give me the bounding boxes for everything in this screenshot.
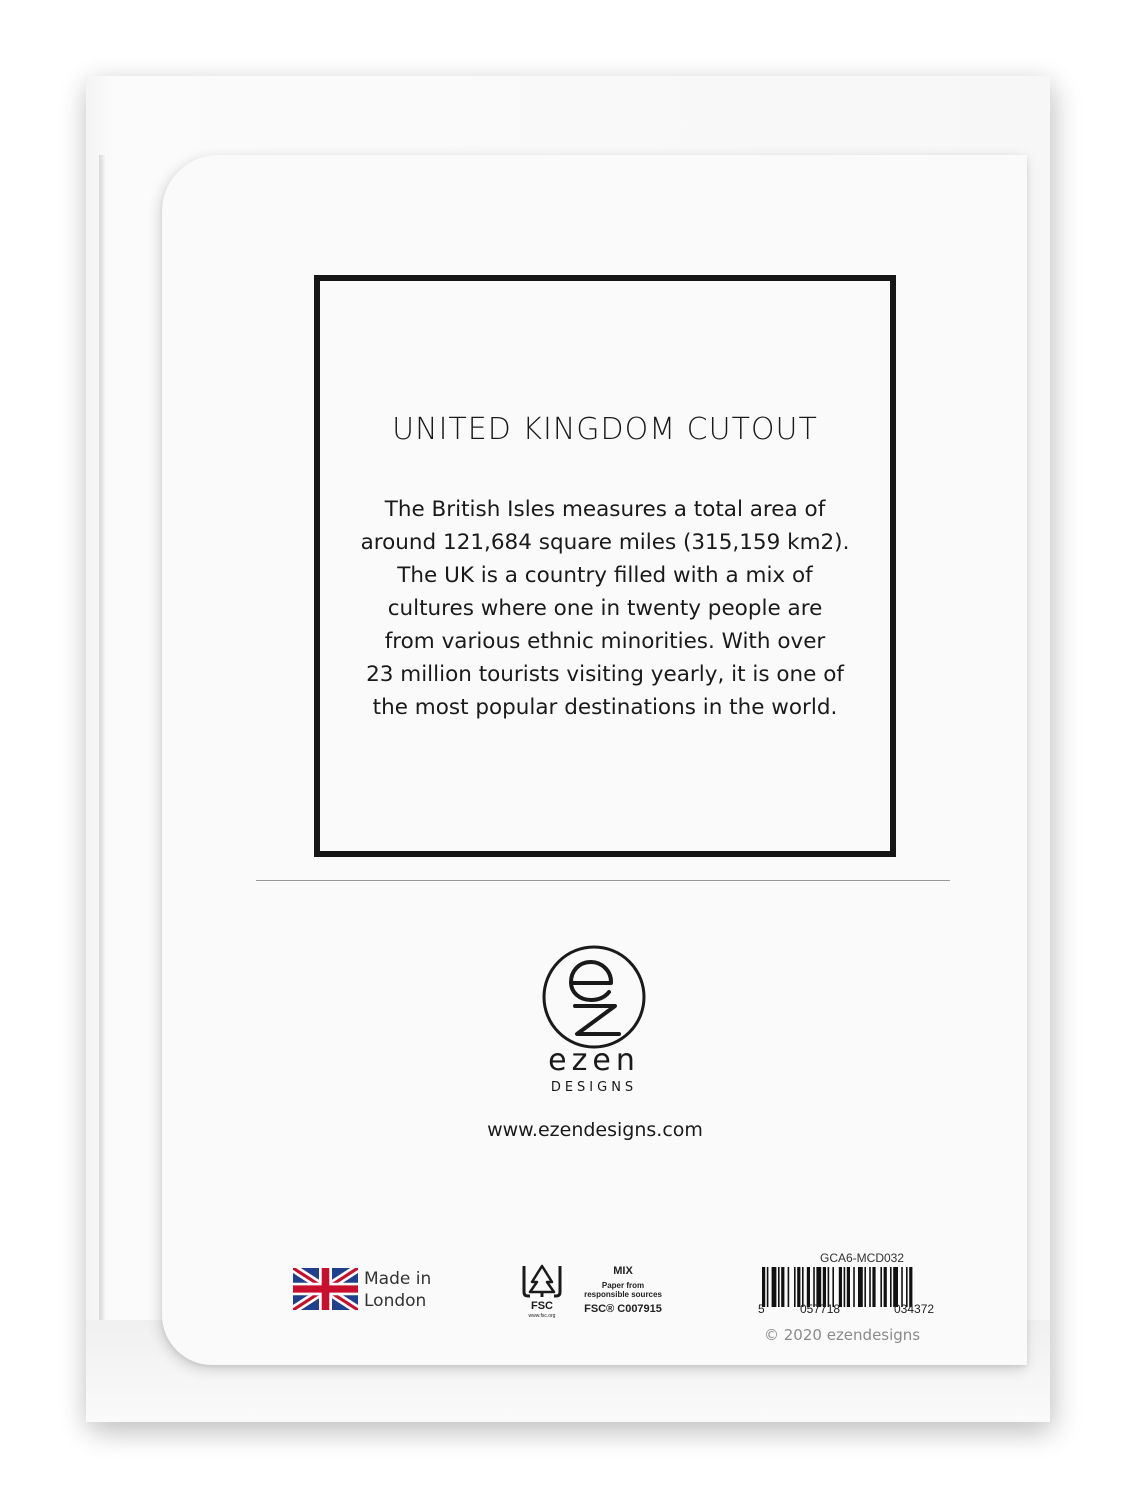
product-sku: GCA6-MCD032 xyxy=(819,1251,905,1265)
brand-name: ezen xyxy=(548,1043,640,1078)
barcode-bar xyxy=(909,1267,912,1307)
barcode-bar xyxy=(864,1267,866,1307)
barcode-bar xyxy=(767,1267,769,1307)
barcode-bar xyxy=(844,1267,846,1307)
barcode-bar xyxy=(813,1267,815,1307)
barcode-bar xyxy=(858,1267,863,1307)
card-description xyxy=(330,493,880,724)
fsc-code: FSC® C007915 xyxy=(584,1303,662,1315)
fsc-certification xyxy=(568,1265,678,1316)
card-title: UNITED KINGDOM CUTOUT xyxy=(392,412,818,447)
divider xyxy=(256,880,950,881)
description-line: The UK is a country filled with a mix of xyxy=(397,563,813,588)
barcode-bar xyxy=(802,1267,804,1307)
fsc-tree-icon xyxy=(518,1262,566,1318)
barcode-bar xyxy=(872,1267,875,1307)
barcode-bar xyxy=(828,1267,830,1307)
barcode-digit-group: 5 xyxy=(758,1302,765,1316)
barcode-bar xyxy=(832,1267,834,1307)
ezen-logo-icon xyxy=(541,944,647,1050)
made-in-city: London xyxy=(364,1291,427,1311)
barcode-bar xyxy=(762,1267,765,1307)
description-line: cultures where one in twenty people are xyxy=(387,596,823,621)
fsc-logo-label: FSC xyxy=(531,1300,553,1312)
envelope-left-edge xyxy=(99,155,105,1365)
fsc-mix-label: MIX xyxy=(613,1265,633,1277)
barcode-bar xyxy=(816,1267,821,1307)
fsc-paper-line: Paper from xyxy=(601,1281,645,1290)
barcode-bar xyxy=(772,1267,777,1307)
description-line: 23 million tourists visiting yearly, it is one of xyxy=(366,662,844,687)
barcode xyxy=(762,1267,962,1307)
barcode-bar xyxy=(847,1267,850,1307)
barcode-bar xyxy=(839,1267,842,1307)
barcode-digits xyxy=(758,1302,968,1318)
website-link[interactable]: www.ezendesigns.com xyxy=(487,1119,703,1141)
made-in-label xyxy=(364,1268,474,1312)
barcode-bar xyxy=(869,1267,871,1307)
barcode-bar xyxy=(807,1267,810,1307)
copyright: © 2020 ezendesigns xyxy=(764,1326,921,1344)
description-line: The British Isles measures a total area of xyxy=(384,497,826,522)
barcode-bar xyxy=(853,1267,855,1307)
barcode-bar xyxy=(823,1267,826,1307)
barcode-bar xyxy=(901,1267,903,1307)
barcode-digit-group: 034372 xyxy=(894,1302,935,1316)
barcode-bar xyxy=(893,1267,898,1307)
barcode-bar xyxy=(880,1267,882,1307)
uk-flag-icon xyxy=(293,1268,358,1310)
barcode-bar xyxy=(794,1267,796,1307)
barcode-bar xyxy=(778,1267,780,1307)
barcode-bar xyxy=(788,1267,790,1307)
barcode-bar xyxy=(906,1267,908,1307)
description-line: from various ethnic minorities. With over xyxy=(384,629,826,654)
fsc-paper-line: responsible sources xyxy=(584,1290,662,1299)
barcode-bar xyxy=(890,1267,892,1307)
barcode-digit-group: 057718 xyxy=(800,1302,841,1316)
barcode-bar xyxy=(797,1267,800,1307)
made-in-line: Made in xyxy=(364,1269,432,1289)
description-line: around 121,684 square miles (315,159 km2). xyxy=(360,530,850,555)
description-line: the most popular destinations in the world. xyxy=(372,695,838,720)
brand-tagline: DESIGNS xyxy=(550,1080,638,1095)
fsc-logo-url: www.fsc.org xyxy=(528,1313,556,1318)
barcode-bar xyxy=(884,1267,887,1307)
barcode-bar xyxy=(781,1267,784,1307)
